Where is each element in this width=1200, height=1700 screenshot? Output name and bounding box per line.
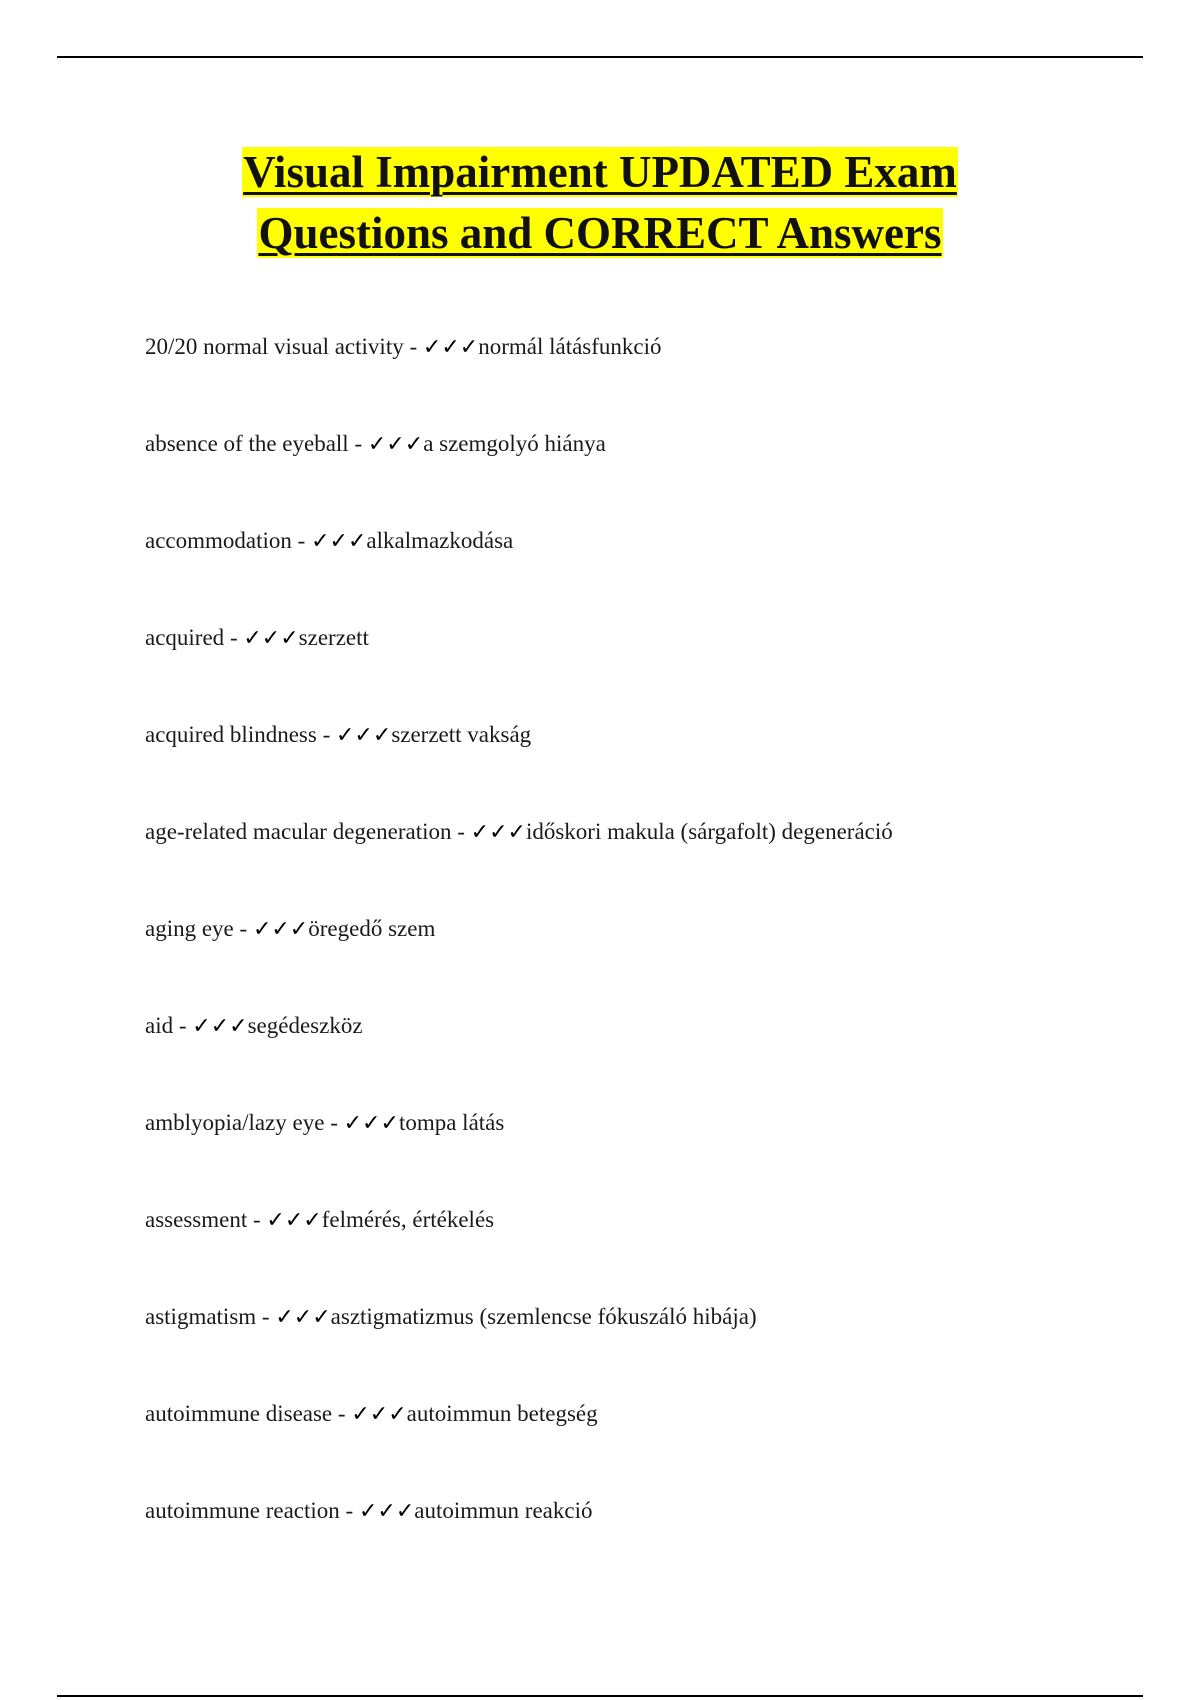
entry-answer: a szemgolyó hiánya	[423, 431, 606, 456]
entry-term: autoimmune reaction	[145, 1498, 340, 1523]
check-marks-icon: ✓✓✓	[367, 432, 424, 457]
qa-entry	[145, 1297, 1145, 1394]
entry-term: acquired blindness	[145, 722, 317, 747]
title-line-2	[0, 203, 1200, 264]
entry-separator: -	[332, 1401, 352, 1426]
entry-answer: alkalmazkodása	[366, 528, 514, 553]
title-line-1-text: Visual Impairment UPDATED Exam	[243, 147, 957, 197]
qa-entry	[145, 521, 1145, 618]
entry-term: amblyopia/lazy eye	[145, 1110, 325, 1135]
entry-separator: -	[348, 431, 368, 456]
entry-separator: -	[316, 722, 336, 747]
entry-separator: -	[247, 1207, 267, 1232]
title-line-1	[0, 142, 1200, 203]
entry-separator: -	[324, 1110, 344, 1135]
qa-entry	[145, 812, 1145, 909]
qa-entry	[145, 1394, 1145, 1491]
entry-separator: -	[256, 1304, 276, 1329]
title-line-2-text: Questions and CORRECT Answers	[258, 208, 942, 258]
qa-entry	[145, 1491, 1145, 1588]
entry-term: absence of the eyeball	[145, 431, 349, 456]
entry-answer: tompa látás	[398, 1110, 505, 1135]
entry-answer: segédeszköz	[247, 1013, 363, 1038]
entry-separator: -	[339, 1498, 359, 1523]
qa-entry	[145, 1200, 1145, 1297]
qa-entry	[145, 1103, 1145, 1200]
entry-term: acquired	[145, 625, 225, 650]
qa-entry	[145, 424, 1145, 521]
entry-term: aid	[145, 1013, 174, 1038]
qa-entry	[145, 909, 1145, 1006]
entry-term: 20/20 normal visual activity	[145, 334, 404, 359]
document-title	[0, 142, 1200, 264]
bottom-rule	[57, 1695, 1143, 1697]
check-marks-icon: ✓✓✓	[351, 1402, 407, 1427]
check-marks-icon: ✓✓✓	[275, 1305, 331, 1330]
check-marks-icon: ✓✓✓	[311, 529, 367, 554]
qa-entry	[145, 715, 1145, 812]
entry-term: age-related macular degeneration	[145, 819, 452, 844]
entry-separator: -	[224, 625, 244, 650]
entry-answer: asztigmatizmus (szemlencse fókuszáló hibája)	[330, 1304, 757, 1329]
check-marks-icon: ✓✓✓	[336, 723, 392, 748]
check-marks-icon: ✓✓✓	[470, 820, 526, 845]
entry-term: aging eye	[145, 916, 234, 941]
qa-entry	[145, 618, 1145, 715]
entry-term: astigmatism	[145, 1304, 257, 1329]
entry-term: accommodation	[145, 528, 292, 553]
entry-answer: felmérés, értékelés	[321, 1207, 495, 1232]
qa-entry	[145, 327, 1145, 424]
entry-separator: -	[233, 916, 253, 941]
entry-term: assessment	[145, 1207, 248, 1232]
check-marks-icon: ✓✓✓	[192, 1014, 248, 1039]
entry-separator: -	[291, 528, 312, 553]
check-marks-icon: ✓✓✓	[343, 1111, 399, 1136]
entry-answer: öregedő szem	[308, 916, 436, 941]
entry-term: autoimmune disease	[145, 1401, 333, 1426]
top-rule	[57, 56, 1143, 58]
entry-answer: szerzett	[298, 625, 369, 650]
check-marks-icon: ✓✓✓	[358, 1499, 415, 1524]
qa-list	[145, 327, 1145, 1588]
entry-separator: -	[451, 819, 471, 844]
check-marks-icon: ✓✓✓	[252, 917, 309, 942]
entry-separator: -	[173, 1013, 193, 1038]
qa-entry	[145, 1006, 1145, 1103]
entry-answer: normál látásfunkció	[478, 334, 662, 359]
check-marks-icon: ✓✓✓	[266, 1208, 322, 1233]
entry-answer: autoimmun reakció	[414, 1498, 593, 1523]
check-marks-icon: ✓✓✓	[243, 626, 299, 651]
entry-answer: szerzett vakság	[391, 722, 532, 747]
entry-answer: autoimmun betegség	[406, 1401, 598, 1426]
check-marks-icon: ✓✓✓	[422, 335, 479, 360]
entry-answer: időskori makula (sárgafolt) degeneráció	[525, 819, 893, 844]
entry-separator: -	[403, 334, 423, 359]
